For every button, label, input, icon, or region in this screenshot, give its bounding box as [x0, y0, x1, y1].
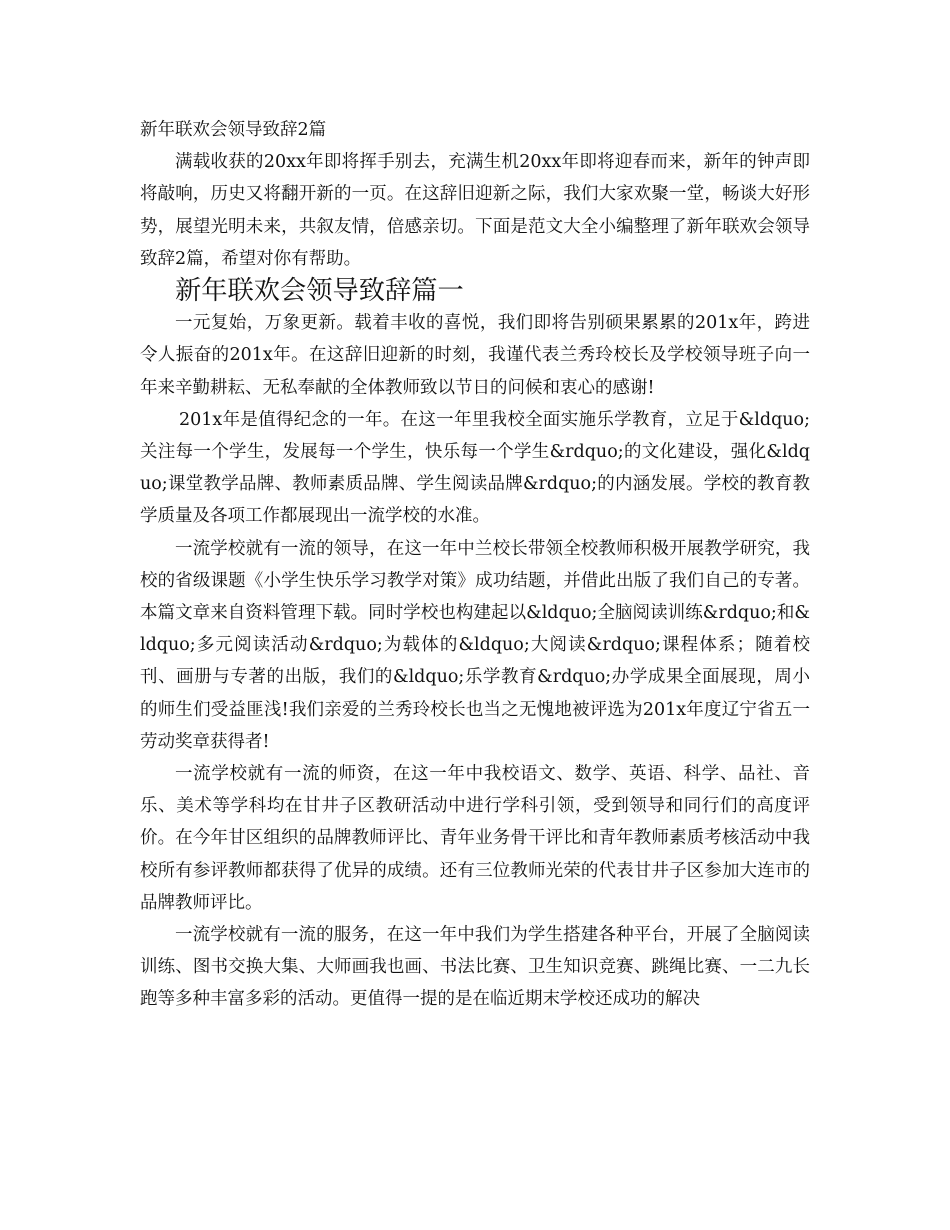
document-body [140, 114, 810, 1016]
section-heading: 新年联欢会领导致辞篇一 [175, 276, 464, 307]
body-paragraph-5: 一流学校就有一流的服务，在这一年中我们为学生搭建各种平台，开展了全脑阅读训练、图书交换大集、大师画我也画、书法比赛、卫生知识竞赛、跳绳比赛、一二九长跑等多种丰富多彩的活动。更值得一提的是在临近期末学校还成功的解决 [140, 925, 810, 1010]
intro-paragraph: 满载收获的20xx年即将挥手别去，充满生机20xx年即将迎春而来，新年的钟声即将敲响，历史又将翻开新的一页。在这辞旧迎新之际，我们大家欢聚一堂，畅谈大好形势，展望光明未来，共叙友情，倍感亲切。下面是范文大全小编整理了新年联欢会领导致辞2篇，希望对你有帮助。 [140, 152, 810, 269]
body-paragraph-1: 一元复始，万象更新。载着丰收的喜悦，我们即将告别硕果累累的201x年，跨进令人振奋的201x年。在这辞旧迎新的时刻，我谨代表兰秀玲校长及学校领导班子向一年来辛勤耕耘、无私奉献的全体教师致以节日的问候和衷心的感谢! [140, 313, 810, 398]
body-paragraph-3: 一流学校就有一流的领导，在这一年中兰校长带领全校教师积极开展教学研究，我校的省级课题《小学生快乐学习教学对策》成功结题，并借此出版了我们自己的专著。本篇文章来自资料管理下载。同时学校也构建起以&ldquo;全脑阅读训练&rdquo;和&ldquo;多元阅读活动&rdquo;为载体的&ldquo;大阅读&rdquo;课程体系；随着校刊、画册与专著的出版，我们的&ldquo;乐学教育&rdquo;办学成果全面展现，周小的师生们受益匪浅!我们亲爱的兰秀玲校长也当之无愧地被评选为201x年度辽宁省五一劳动奖章获得者! [140, 538, 810, 752]
body-paragraph-2: 201x年是值得纪念的一年。在这一年里我校全面实施乐学教育，立足于&ldquo;关注每一个学生，发展每一个学生，快乐每一个学生&rdquo;的文化建设，强化&ldquo;课堂教学品牌、教师素质品牌、学生阅读品牌&rdquo;的内涵发展。学校的教育教学质量及各项工作都展现出一流学校的水准。 [140, 409, 810, 527]
document-title: 新年联欢会领导致辞2篇 [140, 120, 327, 140]
body-paragraph-4: 一流学校就有一流的师资，在这一年中我校语文、数学、英语、科学、品社、音乐、美术等学科均在甘井子区教研活动中进行学科引领，受到领导和同行们的高度评价。在今年甘区组织的品牌教师评比、青年业务骨干评比和青年教师素质考核活动中我校所有参评教师都获得了优异的成绩。还有三位教师光荣的代表甘井子区参加大连市的品牌教师评比。 [140, 764, 810, 913]
